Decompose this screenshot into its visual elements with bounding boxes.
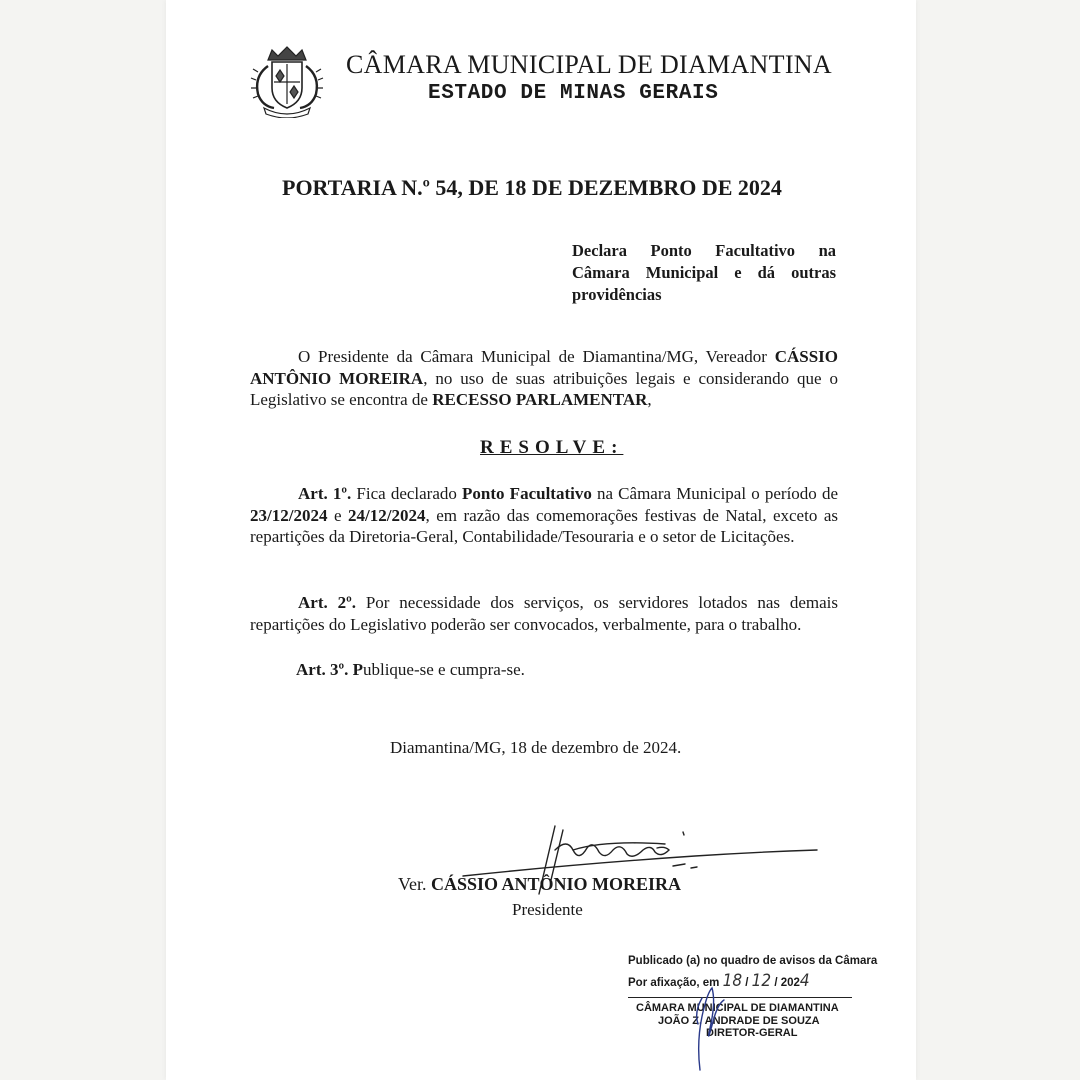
preamble-text-1: O Presidente da Câmara Municipal de Diamantina/MG, Vereador xyxy=(298,347,775,366)
article-3-text: ublique-se e cumpra-se. xyxy=(362,660,525,679)
state-subtitle: ESTADO DE MINAS GERAIS xyxy=(428,82,719,105)
article-3 xyxy=(296,660,525,680)
preamble-text-3: , xyxy=(647,390,652,409)
stamp-day: 18 xyxy=(722,971,743,991)
article-2-text: Por necessidade dos serviços, os servidores lotados nas demais repartições do Legislativo poderão ser convocados, verbalmente, para o trabalho. xyxy=(250,593,838,634)
stamp-affix-label: Por afixação, em xyxy=(628,977,720,989)
ementa: Declara Ponto Facultativo na Câmara Municipal e dá outras providências xyxy=(572,241,836,304)
stamp-divider xyxy=(628,997,852,998)
resolve-heading: RESOLVE: xyxy=(480,437,624,458)
signatory-role: Presidente xyxy=(512,900,583,919)
stamp-year-prefix: 202 xyxy=(780,977,800,989)
date-end: 24/12/2024 xyxy=(348,505,426,525)
article-1-label: Art. 1º. xyxy=(298,484,352,503)
stamp-org: CÂMARA MUNICIPAL DE DIAMANTINA xyxy=(636,1002,839,1014)
stamp-person: JOÃO Z. ANDRADE DE SOUZA xyxy=(658,1014,820,1027)
municipal-seal-icon xyxy=(248,42,326,118)
article-2 xyxy=(250,592,838,635)
signatory-prefix: Ver. xyxy=(398,874,431,894)
article-1 xyxy=(250,483,838,548)
portaria-title: PORTARIA N.º 54, DE 18 DE DEZEMBRO DE 2024 xyxy=(282,175,782,200)
stamp-month: 12 xyxy=(751,971,772,991)
ponto-facultativo-term: Ponto Facultativo xyxy=(462,484,592,503)
signatory-name-bold: CÁSSIO ANTÔNIO MOREIRA xyxy=(431,874,682,894)
stamp-year-digit: 4 xyxy=(799,971,810,991)
signatory-name xyxy=(398,874,681,895)
president-name: CÁSSIO ANTÔNIO MOREIRA xyxy=(250,347,838,388)
place-and-date: Diamantina/MG, 18 de dezembro de 2024. xyxy=(390,738,682,757)
recesso-term: RECESSO PARLAMENTAR xyxy=(432,390,648,409)
publication-stamp xyxy=(628,955,878,1040)
article-1-text-3: e xyxy=(327,505,349,525)
article-1-text-1: Fica declarado xyxy=(351,484,463,503)
article-1-text-4: , em razão das comemorações festivas de Natal, exceto as repartições da Diretoria-Geral, Contabilidade/Tesouraria e o setor de Licitações. xyxy=(250,505,838,546)
article-1-text-2: na Câmara Municipal o período de xyxy=(591,484,838,503)
article-3-label: Art. 3º. P xyxy=(296,660,363,679)
preamble-paragraph xyxy=(250,346,838,411)
article-2-label: Art. 2º. xyxy=(298,593,356,612)
stamp-role: DIRETOR-GERAL xyxy=(706,1027,798,1039)
preamble-text-2: , no uso de suas atribuições legais e considerando que o Legislativo se encontra de xyxy=(250,368,838,409)
stamp-line-1: Publicado (a) no quadro de avisos da Câmara xyxy=(628,955,878,967)
stamp-line-2: Por afixação, em 18 / 12 / 2024 xyxy=(628,971,810,991)
date-start: 23/12/2024 xyxy=(250,505,328,525)
chamber-title: CÂMARA MUNICIPAL DE DIAMANTINA xyxy=(346,50,832,79)
stamp-rubric-icon xyxy=(690,978,730,1078)
